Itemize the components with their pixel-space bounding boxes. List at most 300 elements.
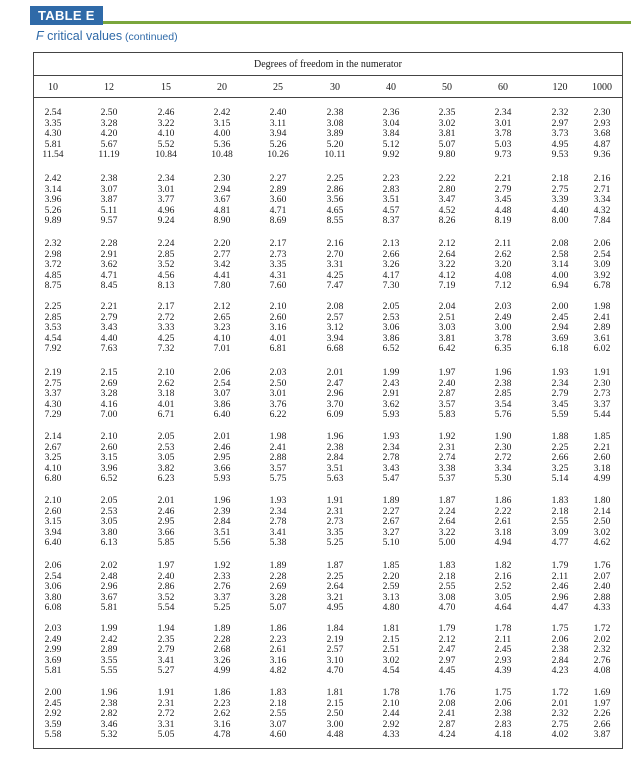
critical-value: 3.62 [100,259,118,271]
value-cell [366,624,416,677]
critical-value: 2.15 [326,697,344,709]
critical-value: 2.18 [551,173,569,184]
critical-value: 3.94 [269,128,287,140]
critical-value: 2.95 [213,452,231,464]
critical-value: 5.07 [438,138,456,150]
value-cell [28,108,78,161]
critical-value: 1.98 [269,431,287,442]
value-cell [28,561,78,614]
critical-value: 5.07 [269,602,287,614]
critical-value: 2.98 [44,248,62,260]
critical-value: 1.87 [326,560,344,571]
value-cell [478,624,528,677]
subtitle-continued: (continued) [122,31,178,43]
critical-value: 3.04 [382,117,400,129]
critical-value: 2.62 [157,377,175,389]
column-header: 30 [330,82,340,93]
critical-value: 8.69 [269,215,287,227]
value-cell [577,239,627,292]
critical-value: 2.28 [213,633,231,645]
critical-value: 2.25 [326,173,344,184]
critical-value: 7.30 [382,280,400,292]
critical-value: 5.00 [438,537,456,549]
critical-value: 1.93 [551,367,569,378]
critical-value: 2.84 [213,516,231,528]
critical-value: 2.75 [551,183,569,195]
critical-value: 3.67 [213,194,231,206]
critical-value: 4.62 [593,537,611,549]
critical-value: 2.03 [269,367,287,378]
value-cell [310,561,360,614]
critical-value: 1.86 [269,623,287,634]
critical-value: 8.13 [157,280,175,292]
critical-value: 1.99 [100,623,118,634]
critical-value: 3.06 [44,581,62,593]
critical-value: 2.65 [213,311,231,323]
critical-value: 5.26 [44,204,62,216]
critical-value: 1.90 [494,431,512,442]
value-cell [366,239,416,292]
value-cell [141,108,191,161]
critical-value: 2.77 [213,248,231,260]
critical-value: 2.32 [551,708,569,720]
critical-value: 2.43 [382,377,400,389]
value-cell [577,368,627,421]
critical-value: 2.16 [326,238,344,249]
value-block [34,367,622,425]
value-cell [28,368,78,421]
critical-value: 4.33 [593,602,611,614]
value-cell [141,239,191,292]
critical-value: 2.22 [438,173,456,184]
critical-value: 3.25 [44,452,62,464]
critical-value: 2.18 [438,570,456,582]
header-divider [34,75,622,76]
critical-value: 2.15 [382,633,400,645]
value-cell [141,432,191,485]
critical-value: 1.93 [269,495,287,506]
critical-value: 6.08 [44,602,62,614]
value-cell [577,561,627,614]
critical-value: 5.44 [593,409,611,421]
critical-value: 4.48 [326,729,344,741]
critical-value: 11.54 [42,149,64,161]
critical-value: 2.25 [326,570,344,582]
critical-value: 4.40 [100,332,118,344]
subtitle-variable: F [36,29,44,43]
critical-value: 2.88 [269,452,287,464]
critical-value: 1.86 [494,495,512,506]
critical-value: 2.46 [157,505,175,517]
critical-value: 2.66 [593,718,611,730]
critical-value: 4.10 [213,332,231,344]
value-cell [366,302,416,355]
value-cell [84,302,134,355]
value-cell [422,174,472,227]
column-header: 1000 [592,82,612,93]
critical-value: 6.80 [44,473,62,485]
critical-value: 2.11 [551,570,569,582]
critical-value: 2.75 [551,718,569,730]
critical-value: 11.19 [98,149,120,161]
critical-value: 6.71 [157,409,175,421]
critical-value: 2.39 [213,505,231,517]
critical-value: 9.89 [44,215,62,227]
critical-value: 7.29 [44,409,62,421]
critical-value: 2.91 [382,388,400,400]
critical-value: 2.95 [157,516,175,528]
critical-value: 3.89 [326,128,344,140]
critical-value: 2.99 [44,644,62,656]
critical-value: 2.97 [551,117,569,129]
critical-value: 2.79 [551,388,569,400]
critical-value: 3.28 [100,388,118,400]
critical-value: 3.06 [382,322,400,334]
critical-value: 5.93 [382,409,400,421]
critical-value: 10.11 [324,149,346,161]
critical-value: 3.11 [269,117,287,129]
critical-value: 2.34 [382,441,400,453]
critical-value: 3.80 [44,591,62,603]
critical-value: 8.45 [100,280,118,292]
value-cell [478,302,528,355]
critical-value: 3.09 [593,259,611,271]
critical-value: 2.01 [551,697,569,709]
critical-value: 2.00 [44,687,62,698]
critical-value: 3.31 [157,718,175,730]
critical-value: 2.79 [494,183,512,195]
critical-value: 2.82 [100,708,118,720]
critical-value: 1.91 [593,367,611,378]
critical-value: 2.48 [100,570,118,582]
critical-value: 3.94 [326,332,344,344]
critical-value: 2.80 [438,183,456,195]
critical-value: 3.18 [593,462,611,474]
value-cell [478,561,528,614]
critical-value: 2.62 [213,708,231,720]
critical-value: 2.25 [551,441,569,453]
critical-value: 1.78 [382,687,400,698]
critical-value: 2.53 [100,505,118,517]
critical-value: 3.57 [269,462,287,474]
critical-value: 2.34 [551,377,569,389]
critical-value: 2.14 [44,431,62,442]
critical-value: 2.21 [593,441,611,453]
critical-value: 2.23 [213,697,231,709]
critical-value: 1.91 [326,495,344,506]
value-block [34,495,622,553]
critical-value: 6.18 [551,343,569,355]
critical-value: 2.89 [593,322,611,334]
critical-value: 7.12 [494,280,512,292]
value-cell [422,239,472,292]
critical-value: 3.00 [326,718,344,730]
critical-value: 1.91 [157,687,175,698]
critical-value: 4.64 [494,602,512,614]
critical-value: 3.41 [269,526,287,538]
critical-value: 2.05 [157,431,175,442]
critical-value: 2.36 [382,107,400,118]
critical-value: 1.85 [382,560,400,571]
critical-value: 2.12 [438,238,456,249]
critical-value: 2.91 [100,248,118,260]
value-cell [28,496,78,549]
value-cell [197,496,247,549]
critical-value: 5.75 [269,473,287,485]
critical-value: 2.23 [269,633,287,645]
critical-value: 2.05 [382,301,400,312]
column-header: 50 [442,82,452,93]
critical-value: 2.06 [593,238,611,249]
critical-value: 2.02 [100,560,118,571]
critical-value: 1.89 [382,495,400,506]
critical-value: 2.49 [44,633,62,645]
value-block [34,431,622,489]
critical-value: 1.99 [382,367,400,378]
critical-value: 4.10 [157,128,175,140]
critical-value: 3.34 [593,194,611,206]
critical-value: 2.67 [44,441,62,453]
critical-value: 2.38 [551,644,569,656]
critical-value: 3.07 [269,718,287,730]
value-cell [84,688,134,741]
critical-value: 2.52 [494,581,512,593]
critical-value: 3.22 [438,259,456,271]
critical-value: 2.04 [438,301,456,312]
critical-value: 6.52 [382,343,400,355]
critical-value: 3.84 [382,128,400,140]
critical-value: 2.02 [593,633,611,645]
critical-value: 2.42 [100,633,118,645]
critical-value: 3.20 [494,259,512,271]
critical-value: 4.12 [438,269,456,281]
critical-value: 1.80 [593,495,611,506]
critical-value: 4.23 [551,665,569,677]
critical-value: 7.00 [100,409,118,421]
critical-value: 3.03 [438,322,456,334]
critical-value: 2.40 [438,377,456,389]
critical-value: 3.27 [382,526,400,538]
critical-value: 6.13 [100,537,118,549]
critical-value: 5.67 [100,138,118,150]
critical-value: 2.67 [382,516,400,528]
critical-value: 2.24 [157,238,175,249]
critical-value: 3.69 [551,332,569,344]
critical-value: 8.75 [44,280,62,292]
value-cell [577,432,627,485]
critical-value: 5.32 [100,729,118,741]
critical-value: 5.81 [100,602,118,614]
critical-value: 3.47 [438,194,456,206]
critical-value: 2.42 [44,173,62,184]
value-cell [141,368,191,421]
critical-value: 3.05 [157,452,175,464]
critical-value: 2.57 [326,311,344,323]
critical-value: 1.98 [593,301,611,312]
value-cell [84,108,134,161]
critical-value: 3.46 [100,718,118,730]
critical-value: 3.13 [382,591,400,603]
value-cell [197,561,247,614]
critical-value: 3.43 [382,462,400,474]
critical-value: 5.05 [157,729,175,741]
critical-value: 2.69 [100,377,118,389]
critical-value: 6.52 [100,473,118,485]
critical-value: 2.28 [269,570,287,582]
critical-value: 6.23 [157,473,175,485]
critical-value: 4.57 [382,204,400,216]
critical-value: 6.40 [44,537,62,549]
critical-value: 3.02 [382,654,400,666]
column-header: 15 [161,82,171,93]
critical-value: 3.37 [213,591,231,603]
critical-value: 1.76 [593,560,611,571]
critical-value: 1.92 [213,560,231,571]
critical-value: 1.96 [213,495,231,506]
critical-value: 2.50 [593,516,611,528]
critical-value: 3.57 [438,398,456,410]
critical-value: 2.05 [100,495,118,506]
critical-value: 2.50 [326,708,344,720]
critical-value: 2.06 [44,560,62,571]
critical-value: 2.25 [44,301,62,312]
value-cell [141,688,191,741]
critical-value: 2.58 [551,248,569,260]
critical-value: 5.81 [44,138,62,150]
critical-value: 3.54 [494,398,512,410]
critical-value: 2.54 [593,248,611,260]
value-cell [310,496,360,549]
critical-value: 3.15 [213,117,231,129]
critical-value: 3.51 [326,462,344,474]
critical-value: 3.31 [326,259,344,271]
critical-value: 4.70 [438,602,456,614]
critical-value: 7.80 [213,280,231,292]
column-header: 10 [48,82,58,93]
value-cell [28,239,78,292]
critical-value: 5.63 [326,473,344,485]
critical-value: 2.84 [551,654,569,666]
critical-value: 5.47 [382,473,400,485]
critical-value: 4.78 [213,729,231,741]
value-cell [478,688,528,741]
critical-value: 6.42 [438,343,456,355]
critical-value: 9.36 [593,149,611,161]
value-cell [253,432,303,485]
critical-value: 2.06 [494,697,512,709]
critical-value: 2.45 [551,311,569,323]
value-cell [28,688,78,741]
critical-value: 3.69 [44,654,62,666]
critical-value: 2.86 [326,183,344,195]
value-cell [577,496,627,549]
critical-value: 2.19 [326,633,344,645]
critical-value: 2.83 [382,183,400,195]
critical-value: 1.97 [157,560,175,571]
critical-value: 8.00 [551,215,569,227]
critical-value: 2.96 [326,388,344,400]
critical-value: 1.97 [438,367,456,378]
critical-value: 3.02 [438,117,456,129]
title-bar [30,6,631,24]
value-cell [84,368,134,421]
critical-value: 5.52 [157,138,175,150]
critical-value: 2.38 [326,107,344,118]
critical-value: 2.27 [269,173,287,184]
critical-value: 2.06 [213,367,231,378]
critical-value: 2.64 [438,248,456,260]
critical-value: 2.20 [213,238,231,249]
critical-value: 2.10 [157,367,175,378]
value-cell [197,624,247,677]
critical-value: 2.76 [213,581,231,593]
critical-value: 1.84 [326,623,344,634]
critical-value: 2.38 [494,708,512,720]
critical-value: 2.60 [593,452,611,464]
critical-value: 9.80 [438,149,456,161]
value-cell [253,496,303,549]
critical-value: 4.01 [269,332,287,344]
critical-value: 4.94 [494,537,512,549]
critical-value: 2.38 [100,173,118,184]
critical-value: 3.28 [269,591,287,603]
critical-value: 3.78 [494,128,512,140]
critical-value: 3.66 [157,526,175,538]
critical-value: 2.12 [213,301,231,312]
critical-value: 6.35 [494,343,512,355]
critical-value: 5.59 [551,409,569,421]
critical-value: 2.89 [269,183,287,195]
critical-value: 2.45 [44,697,62,709]
critical-value: 4.80 [382,602,400,614]
critical-value: 3.96 [100,462,118,474]
value-cell [197,432,247,485]
critical-value: 2.54 [44,570,62,582]
critical-value: 2.55 [438,581,456,593]
critical-value: 4.08 [494,269,512,281]
critical-value: 2.85 [494,388,512,400]
critical-value: 2.01 [326,367,344,378]
critical-value: 5.56 [213,537,231,549]
critical-value: 3.92 [593,269,611,281]
critical-value: 2.72 [157,708,175,720]
value-cell [141,174,191,227]
critical-value: 8.90 [213,215,231,227]
critical-value: 4.77 [551,537,569,549]
critical-value: 2.44 [382,708,400,720]
critical-value: 2.66 [551,452,569,464]
critical-value: 4.25 [157,332,175,344]
critical-value: 2.28 [100,238,118,249]
table-subtitle [36,29,178,43]
critical-value: 4.30 [44,398,62,410]
value-cell [253,108,303,161]
critical-value: 4.39 [494,665,512,677]
critical-value: 1.96 [326,431,344,442]
value-cell [84,496,134,549]
critical-value: 2.72 [494,452,512,464]
critical-value: 9.92 [382,149,400,161]
critical-value: 4.95 [326,602,344,614]
critical-value: 5.54 [157,602,175,614]
critical-value: 2.79 [100,311,118,323]
critical-value: 4.54 [382,665,400,677]
critical-value: 3.80 [100,526,118,538]
critical-value: 2.85 [44,311,62,323]
critical-value: 2.47 [326,377,344,389]
critical-value: 2.26 [593,708,611,720]
critical-value: 2.86 [157,581,175,593]
